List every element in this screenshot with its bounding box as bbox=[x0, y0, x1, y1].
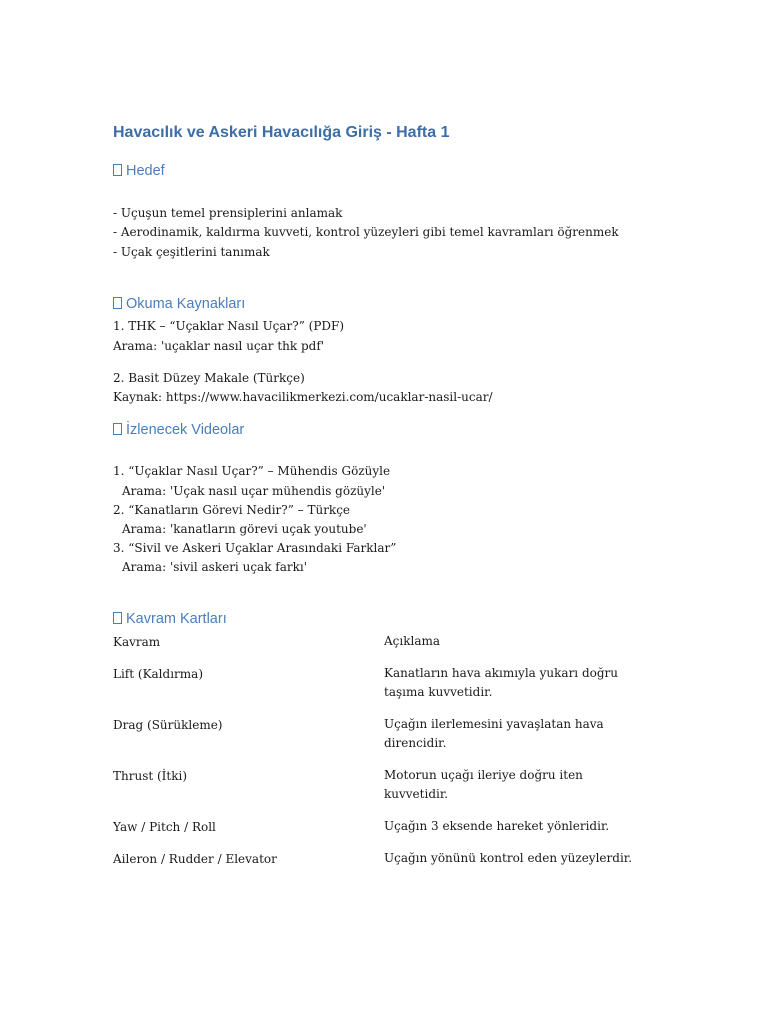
heading-label: Kavram Kartları bbox=[126, 611, 227, 627]
table-cell-kavram: Yaw / Pitch / Roll bbox=[113, 820, 216, 834]
video-item: 2. “Kanatların Görevi Nedir?” – Türkçe bbox=[113, 503, 351, 517]
missing-glyph-icon bbox=[113, 297, 122, 309]
video-item: 1. “Uçaklar Nasıl Uçar?” – Mühendis Gözüyle bbox=[113, 464, 391, 478]
missing-glyph-icon bbox=[113, 164, 122, 176]
table-cell-kavram: Lift (Kaldırma) bbox=[113, 667, 203, 681]
heading-label: Okuma Kaynakları bbox=[126, 296, 246, 312]
video-item: 3. “Sivil ve Askeri Uçaklar Arasındaki Farklar” bbox=[113, 541, 397, 555]
heading-label: Hedef bbox=[126, 163, 165, 179]
missing-glyph-icon bbox=[113, 423, 122, 435]
hedef-item: - Aerodinamik, kaldırma kuvveti, kontrol yüzeyleri gibi temel kavramları öğrenmek bbox=[113, 225, 619, 239]
table-cell-kavram: Aileron / Rudder / Elevator bbox=[113, 852, 277, 866]
table-header-aciklama: Açıklama bbox=[384, 634, 441, 648]
heading-okuma bbox=[113, 296, 245, 312]
video-search: Arama: 'Uçak nasıl uçar mühendis gözüyle' bbox=[122, 484, 386, 498]
heading-kartlar bbox=[113, 611, 227, 627]
table-cell-aciklama: Kanatların hava akımıyla yukarı doğru taşıma kuvvetidir. bbox=[384, 666, 619, 699]
document-page bbox=[113, 0, 673, 1024]
okuma-link[interactable]: Kaynak: https://www.havacilikmerkezi.com/ucaklar-nasil-ucar/ bbox=[113, 390, 493, 404]
video-search: Arama: 'sivil askeri uçak farkı' bbox=[122, 560, 308, 574]
okuma-item: Arama: 'uçaklar nasıl uçar thk pdf' bbox=[113, 339, 325, 353]
missing-glyph-icon bbox=[113, 612, 122, 624]
heading-hedef bbox=[113, 163, 165, 179]
table-cell-kavram: Thrust (İtki) bbox=[113, 769, 188, 783]
table-cell-aciklama: Uçağın 3 eksende hareket yönleridir. bbox=[384, 819, 610, 833]
table-cell-aciklama: Uçağın yönünü kontrol eden yüzeylerdir. bbox=[384, 851, 633, 865]
video-search: Arama: 'kanatların görevi uçak youtube' bbox=[122, 522, 367, 536]
heading-label: İzlenecek Videolar bbox=[126, 422, 245, 438]
hedef-item: - Uçuşun temel prensiplerini anlamak bbox=[113, 206, 343, 220]
heading-videolar bbox=[113, 422, 244, 438]
table-cell-kavram: Drag (Sürükleme) bbox=[113, 718, 223, 732]
table-cell-aciklama: Uçağın ilerlemesini yavaşlatan hava direncidir. bbox=[384, 717, 604, 750]
okuma-item: 2. Basit Düzey Makale (Türkçe) bbox=[113, 371, 305, 385]
hedef-item: - Uçak çeşitlerini tanımak bbox=[113, 245, 270, 259]
okuma-item: 1. THK – “Uçaklar Nasıl Uçar?” (PDF) bbox=[113, 319, 345, 333]
page-title: Havacılık ve Askeri Havacılığa Giriş - Hafta 1 bbox=[113, 124, 450, 141]
table-cell-aciklama: Motorun uçağı ileriye doğru iten kuvvetidir. bbox=[384, 768, 583, 801]
table-header-kavram: Kavram bbox=[113, 635, 161, 649]
